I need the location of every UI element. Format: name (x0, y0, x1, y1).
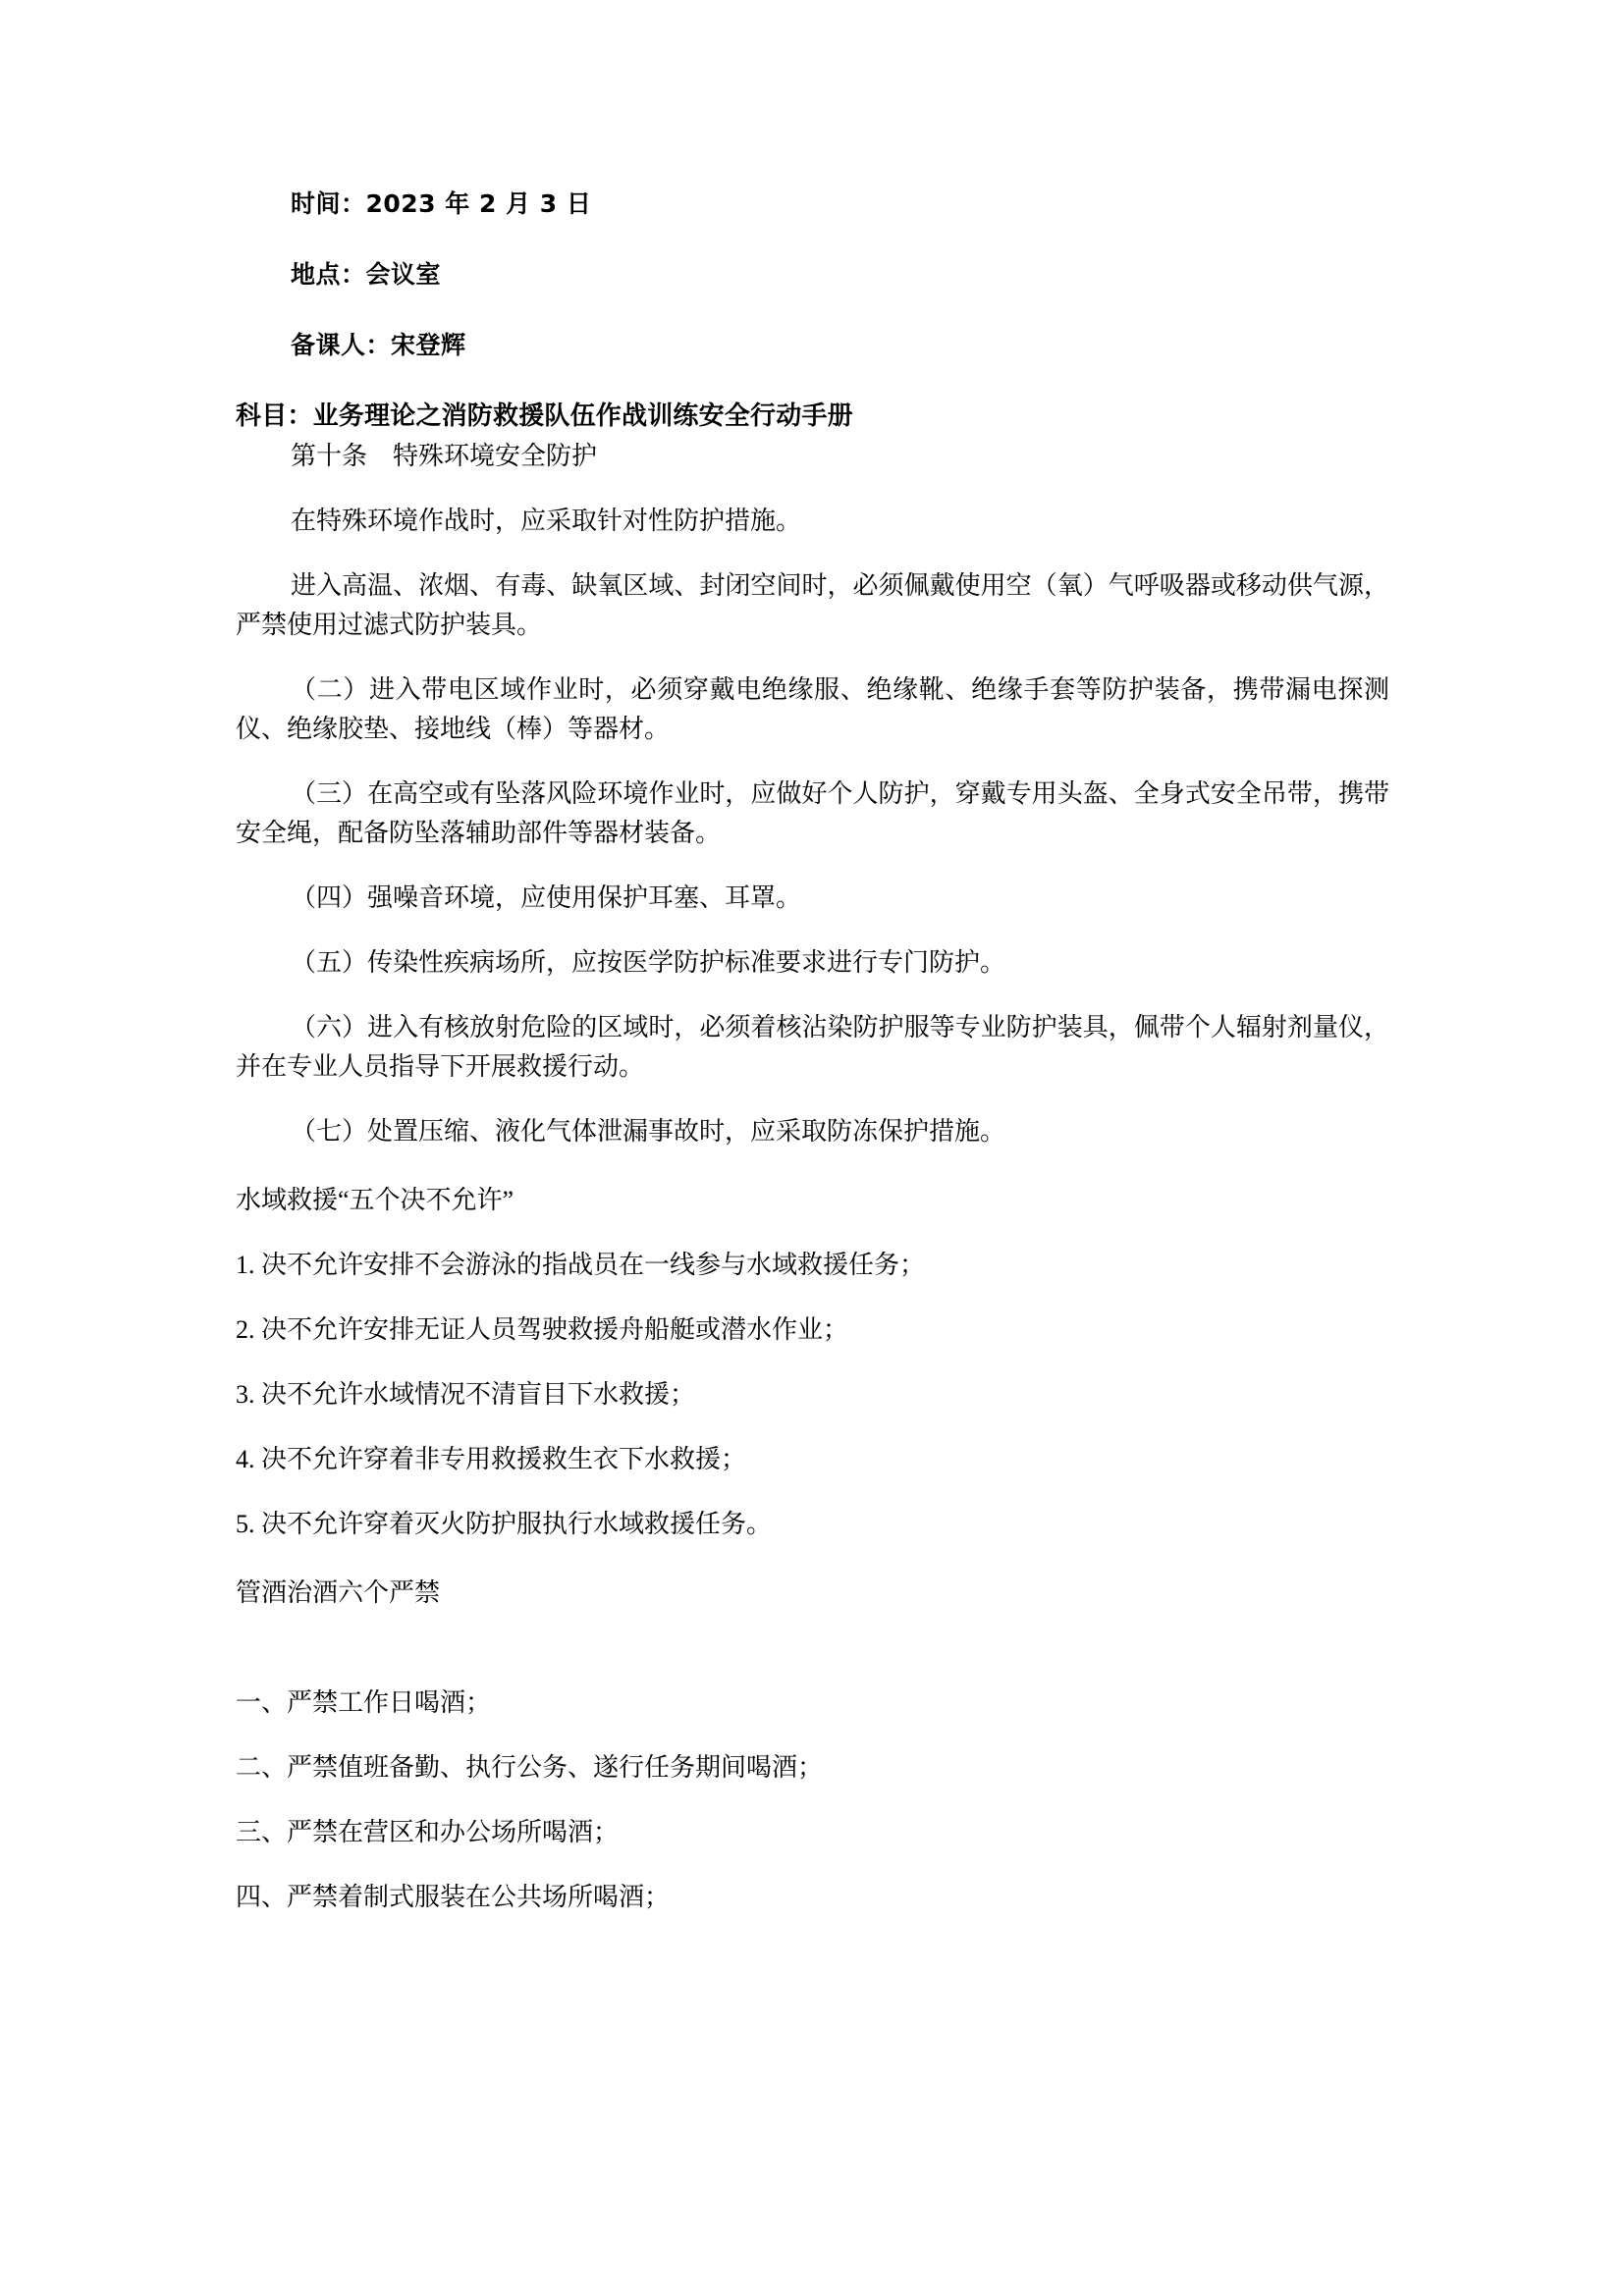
water-rescue-item-3: 3. 决不允许水域情况不清盲目下水救援； (236, 1380, 696, 1409)
spacer (236, 1350, 1389, 1375)
spacer (236, 1479, 1389, 1505)
spacer (236, 1723, 1389, 1748)
paragraph-item-7: （七）处置压缩、液化气体泄漏事故时，应采取防冻保护措施。 (291, 1117, 1006, 1146)
spacer (236, 853, 1389, 879)
water-rescue-item-5: 5. 决不允许穿着灭火防护服执行水域救援任务。 (236, 1510, 773, 1538)
spacer (236, 645, 1389, 670)
spacer (236, 918, 1389, 943)
paragraph-item-6: （六）进入有核放射危险的区域时，必须着核沾染防护服等专业防护装具，佩带个人辐射剂量仪，并在专业人员指导下开展救援行动。 (236, 1013, 1389, 1081)
paragraph-item-4: （四）强噪音环境，应使用保护耳塞、耳罩。 (291, 883, 802, 912)
spacer (236, 1852, 1389, 1878)
meta-location: 地点：会议室 (291, 260, 442, 289)
water-rescue-item-1: 1. 决不允许安排不会游泳的指战员在一线参与水域救援任务； (236, 1251, 926, 1279)
alcohol-control-heading: 管酒治酒六个严禁 (236, 1578, 441, 1607)
spacer (236, 476, 1389, 502)
spacer (236, 1285, 1389, 1310)
spacer (236, 1544, 1389, 1574)
spacer (236, 1151, 1389, 1181)
article-heading: 第十条 特殊环境安全防护 (291, 442, 598, 470)
meta-time: 时间：2023 年 2 月 3 日 (291, 189, 592, 218)
alcohol-control-item-2: 二、严禁值班备勤、执行公务、遂行任务期间喝酒； (236, 1753, 824, 1782)
paragraph-item-3: （三）在高空或有坠落风险环境作业时，应做好个人防护，穿戴专用头盔、全身式安全吊带，携带安全绳，配备防坠落辅助部件等器材装备。 (236, 779, 1389, 847)
meta-preparer: 备课人：宋登辉 (291, 331, 466, 359)
spacer (236, 1415, 1389, 1440)
paragraph-item-2: （二）进入带电区域作业时，必须穿戴电绝缘服、绝缘靴、绝缘手套等防护装备，携带漏电探测仪、绝缘胶垫、接地线（棒）等器材。 (236, 675, 1389, 743)
spacer (236, 1087, 1389, 1112)
spacer (236, 541, 1389, 566)
water-rescue-item-2: 2. 决不允许安排无证人员驾驶救援舟船艇或潜水作业； (236, 1315, 849, 1344)
water-rescue-item-4: 4. 决不允许穿着非专用救援救生衣下水救援； (236, 1445, 747, 1473)
document-content (236, 191, 1389, 1917)
paragraph-item-1: 进入高温、浓烟、有毒、缺氧区域、封闭空间时，必须佩戴使用空（氧）气呼吸器或移动供气源，严禁使用过滤式防护装具。 (236, 571, 1389, 639)
paragraph-intro: 在特殊环境作战时，应采取针对性防护措施。 (291, 507, 802, 535)
spacer (236, 1788, 1389, 1813)
meta-subject: 科目：业务理论之消防救援队伍作战训练安全行动手册 (236, 401, 853, 431)
alcohol-control-item-4: 四、严禁着制式服装在公共场所喝酒； (236, 1883, 671, 1911)
alcohol-control-item-3: 三、严禁在营区和办公场所喝酒； (236, 1818, 620, 1846)
spacer (236, 1613, 1389, 1683)
spacer (236, 1220, 1389, 1246)
paragraph-item-5: （五）传染性疾病场所，应按医学防护标准要求进行专门防护。 (291, 948, 1006, 977)
water-rescue-heading: 水域救援“五个决不允许” (236, 1186, 514, 1214)
spacer (236, 749, 1389, 774)
alcohol-control-item-1: 一、严禁工作日喝酒； (236, 1688, 492, 1717)
spacer (236, 983, 1389, 1008)
